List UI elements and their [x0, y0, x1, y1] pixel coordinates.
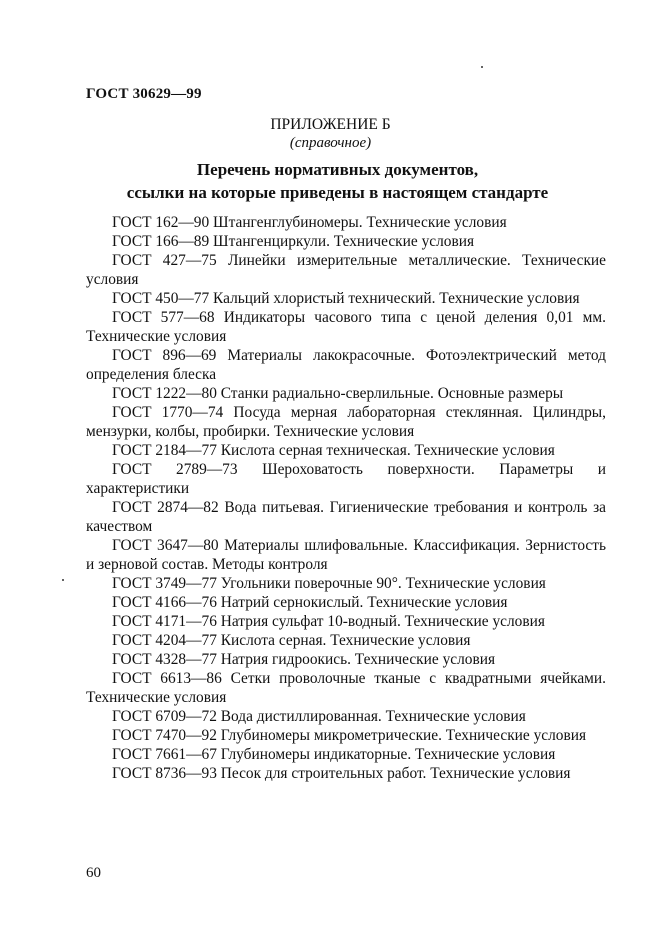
reference-item: ГОСТ 2789—73 Шероховатость поверхности. Параметры и характеристики [86, 461, 606, 497]
reference-item: ГОСТ 2184—77 Кислота серная техническая. Технические условия [112, 442, 555, 459]
reference-item: ГОСТ 6613—86 Сетки проволочные тканые с квадратными ячейками. Технические условия [86, 670, 606, 706]
list-heading-line-1: Перечень нормативных документов, [196, 160, 479, 179]
reference-item: ГОСТ 166—89 Штангенциркули. Технические условия [112, 233, 475, 250]
reference-item: ГОСТ 8736—93 Песок для строительных работ. Технические условия [112, 765, 571, 782]
reference-item: ГОСТ 3749—77 Угольники поверочные 90°. Технические условия [112, 575, 546, 592]
reference-item: ГОСТ 450—77 Кальций хлористый технический. Технические условия [112, 290, 580, 307]
reference-item: ГОСТ 4166—76 Натрий сернокислый. Технические условия [112, 594, 508, 611]
reference-list [86, 213, 606, 783]
scan-speck [62, 579, 64, 581]
reference-item: ГОСТ 577—68 Индикаторы часового типа с ценой деления 0,01 мм. Технические условия [86, 309, 606, 345]
list-heading-line-2: ссылки на которые приведены в настоящем стандарте [126, 183, 549, 202]
reference-item: ГОСТ 3647—80 Материалы шлифовальные. Классификация. Зернистость и зерновой состав. Методы контроля [86, 537, 606, 573]
reference-item: ГОСТ 4328—77 Натрия гидроокись. Технические условия [112, 651, 496, 668]
reference-item: ГОСТ 6709—72 Вода дистиллированная. Технические условия [112, 708, 526, 725]
reference-item: ГОСТ 4204—77 Кислота серная. Технические условия [112, 632, 471, 649]
document-code: ГОСТ 30629—99 [86, 86, 202, 102]
reference-item: ГОСТ 7661—67 Глубиномеры индикаторные. Технические условия [112, 746, 556, 763]
reference-item: ГОСТ 7470—92 Глубиномеры микрометрические. Технические условия [112, 727, 587, 744]
reference-item: ГОСТ 2874—82 Вода питьевая. Гигиенические требования и контроль за качеством [86, 499, 606, 535]
scan-speck [481, 66, 483, 68]
reference-item: ГОСТ 4171—76 Натрия сульфат 10-водный. Технические условия [112, 613, 545, 630]
reference-item: ГОСТ 896—69 Материалы лакокрасочные. Фотоэлектрический метод определения блеска [86, 347, 606, 383]
appendix-title: ПРИЛОЖЕНИЕ Б [270, 116, 391, 133]
appendix-subtitle: (справочное) [289, 135, 372, 151]
reference-item: ГОСТ 1222—80 Станки радиально-сверлильные. Основные размеры [112, 385, 564, 402]
page-number: 60 [86, 865, 101, 881]
reference-item: ГОСТ 427—75 Линейки измерительные металлические. Технические условия [86, 252, 606, 288]
reference-item: ГОСТ 162—90 Штангенглубиномеры. Технические условия [112, 214, 507, 231]
list-heading [60, 158, 615, 204]
reference-item: ГОСТ 1770—74 Посуда мерная лабораторная стеклянная. Цилиндры, мензурки, колбы, пробирки. Технические условия [86, 404, 606, 440]
